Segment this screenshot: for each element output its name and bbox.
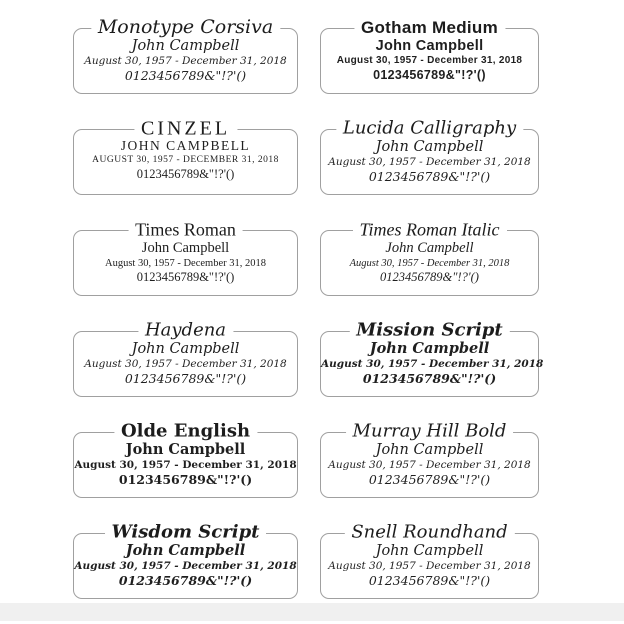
sample-name-text: John Campbell — [131, 341, 240, 357]
sample-dates-text: August 30, 1957 - December 31, 2018 — [84, 55, 287, 68]
font-name-label: CINZEL — [134, 118, 237, 138]
sample-characters-text: 0123456789&"!?'() — [368, 472, 491, 488]
font-card-times-roman-italic — [320, 219, 539, 296]
sample-characters-text: 0123456789&"!?'() — [380, 270, 479, 285]
font-name-label: Lucida Calligraphy — [336, 120, 523, 138]
font-card-haydena — [73, 319, 298, 397]
sample-dates-text: August 30, 1957 - December 31, 2018 — [328, 156, 531, 169]
sample-name-text: John Campbell — [141, 240, 230, 256]
sample-dates-text: August 30, 1957 - December 31, 2018 — [328, 560, 531, 573]
sample-dates-text: August 30, 1957 - December 31, 2018 — [321, 358, 544, 371]
font-name-label: Murray Hill Bold — [346, 423, 514, 441]
sample-dates-text: August 30, 1957 - December 31, 2018 — [336, 55, 523, 67]
sample-name-text: John Campbell — [125, 441, 246, 458]
font-name-label: Olde English — [114, 423, 257, 441]
sample-name-text: JOHN CAMPBELL — [120, 138, 251, 153]
font-card-wisdom-script — [73, 521, 298, 599]
font-card-cinzel — [73, 117, 298, 195]
font-card-gotham-medium — [320, 18, 539, 94]
font-samples-grid — [73, 15, 544, 599]
sample-dates-text: August 30, 1957 - December 31, 2018 — [74, 560, 297, 573]
bottom-divider-band — [0, 603, 624, 621]
font-name-label: Times Roman — [128, 221, 243, 239]
font-card-times-roman — [73, 219, 298, 296]
sample-dates-text: August 30, 1957 - December 31, 2018 — [328, 459, 531, 472]
sample-name-text: John Campbell — [375, 139, 484, 155]
sample-name-text: John Campbell — [369, 340, 490, 357]
sample-characters-text: 0123456789&"!?'() — [362, 371, 497, 387]
font-card-olde-english — [73, 420, 298, 498]
sample-characters-text: 0123456789&"!?'() — [136, 166, 235, 181]
sample-name-text: John Campbell — [131, 38, 240, 54]
sample-name-text: John Campbell — [375, 38, 484, 54]
sample-name-text: John Campbell — [375, 442, 484, 458]
sample-characters-text: 0123456789&"!?'() — [368, 169, 491, 185]
sample-dates-text: AUGUST 30, 1957 - DECEMBER 31, 2018 — [92, 154, 279, 165]
sample-characters-text: 0123456789&"!?'() — [118, 472, 253, 488]
font-name-label: Gotham Medium — [354, 19, 505, 36]
font-name-label: Haydena — [138, 322, 233, 340]
font-name-label: Snell Roundhand — [344, 524, 514, 542]
sample-name-text: John Campbell — [125, 542, 246, 559]
sample-name-text: John Campbell — [385, 240, 474, 256]
font-card-mission-script — [320, 319, 544, 397]
sample-characters-text: 0123456789&"!?'() — [124, 68, 247, 84]
sample-dates-text: August 30, 1957 - December 31, 2018 — [74, 459, 297, 472]
sample-dates-text: August 30, 1957 - December 31, 2018 — [105, 258, 266, 270]
font-name-label: Monotype Corsiva — [91, 18, 280, 37]
sample-characters-text: 0123456789&"!?'() — [368, 573, 491, 589]
font-name-label: Mission Script — [349, 322, 509, 340]
font-name-label: Times Roman Italic — [353, 221, 507, 239]
sample-characters-text: 0123456789&"!?'() — [373, 67, 486, 82]
font-card-lucida-calligraphy — [320, 117, 539, 195]
font-name-label: Wisdom Script — [105, 524, 267, 542]
font-card-murray-hill-bold — [320, 420, 539, 498]
sample-characters-text: 0123456789&"!?'() — [118, 573, 253, 589]
font-card-snell-roundhand — [320, 521, 539, 599]
sample-dates-text: August 30, 1957 - December 31, 2018 — [349, 258, 510, 270]
sample-characters-text: 0123456789&"!?'() — [136, 270, 235, 285]
sample-name-text: John Campbell — [375, 543, 484, 559]
font-card-monotype-corsiva — [73, 15, 298, 94]
sample-characters-text: 0123456789&"!?'() — [124, 371, 247, 387]
sample-dates-text: August 30, 1957 - December 31, 2018 — [84, 358, 287, 371]
